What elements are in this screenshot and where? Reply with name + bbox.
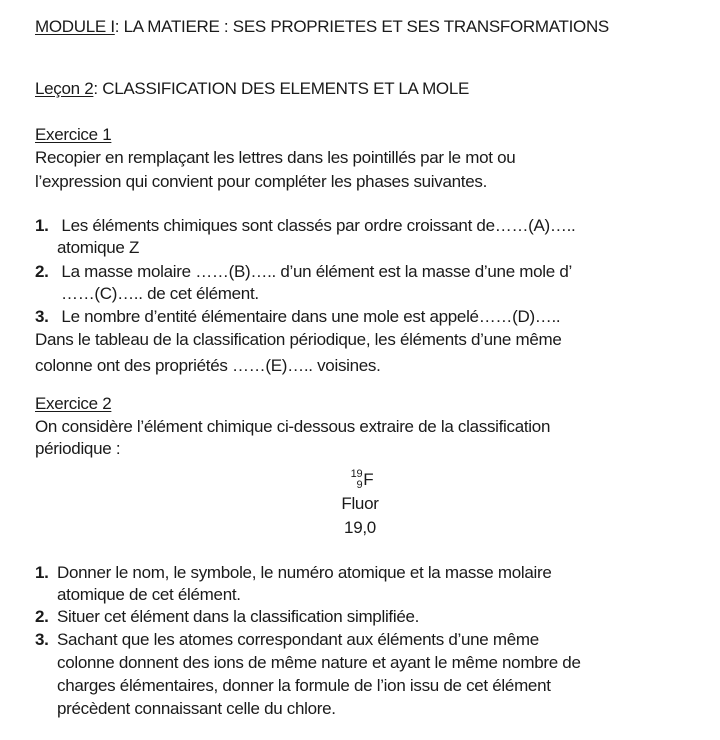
exercise2-heading: Exercice 2: [35, 394, 112, 413]
exercise1-item-2-cont: ……(C)….. de cet élément.: [61, 284, 259, 303]
question-number: 2.: [35, 607, 49, 626]
exercise1-item-1-cont: atomique Z: [57, 238, 140, 257]
nuclide-indices: [351, 469, 363, 491]
item-text: Les éléments chimiques sont classés par ordre croissant de……(A)…..: [57, 216, 576, 235]
exercise1-item-2: [35, 262, 572, 282]
question-text: Donner le nom, le symbole, le numéro atomique et la masse molaire: [57, 563, 552, 582]
question-text: Situer cet élément dans la classification simplifiée.: [57, 607, 420, 626]
mass-number: 19: [350, 468, 363, 480]
exercise2-question-1: [35, 563, 552, 583]
element-symbol: F: [363, 470, 374, 489]
exercise1-item-1: [35, 216, 575, 236]
exercise2-question-3-cont1: colonne donnent des ions de même nature et ayant le même nombre de: [57, 653, 581, 672]
atomic-number: 9: [356, 479, 363, 491]
exercise2-intro-line1: On considère l’élément chimique ci-dessous extraire de la classification: [35, 417, 551, 436]
item-number: 2.: [35, 262, 49, 281]
element-name: Fluor: [341, 494, 379, 513]
exercise2-question-3: [35, 630, 539, 650]
lesson-title-text: : CLASSIFICATION DES ELEMENTS ET LA MOLE: [93, 79, 470, 98]
item-text: La masse molaire ……(B)….. d’un élément est la masse d’une mole d’: [57, 262, 572, 281]
question-number: 3.: [35, 630, 49, 649]
element-molar-mass: 19,0: [344, 518, 376, 537]
exercise1-intro-line1: Recopier en remplaçant les lettres dans les pointillés par le mot ou: [35, 148, 516, 167]
exercise2-question-3-cont2: charges élémentaires, donner la formule de l’ion issu de cet élément: [57, 676, 551, 695]
exercise1-paragraph-line1: Dans le tableau de la classification périodique, les éléments d’une même: [35, 330, 562, 349]
exercise2-question-3-cont3: précèdent connaissant celle du chlore.: [57, 699, 336, 718]
item-number: 3.: [35, 307, 49, 326]
exercise2-intro-line2: périodique :: [35, 439, 121, 458]
item-number: 1.: [35, 216, 49, 235]
item-text: Le nombre d’entité élémentaire dans une mole est appelé……(D)…..: [57, 307, 561, 326]
exercise1-heading: Exercice 1: [35, 125, 112, 144]
exercise1-item-3: [35, 307, 560, 327]
lesson-title: [35, 79, 469, 99]
exercise1-paragraph-line2: colonne ont des propriétés ……(E)….. voisines.: [35, 356, 381, 375]
module-title: [35, 17, 609, 37]
exercise2-question-2: [35, 607, 419, 627]
module-title-text: : LA MATIERE : SES PROPRIETES ET SES TRANSFORMATIONS: [114, 17, 609, 36]
exercise2-question-1-cont: atomique de cet élément.: [57, 585, 241, 604]
question-text: Sachant que les atomes correspondant aux éléments d’une même: [57, 630, 539, 649]
question-number: 1.: [35, 563, 49, 582]
nuclide-symbol: [351, 469, 374, 491]
exercise1-intro-line2: l’expression qui convient pour compléter les phases suivantes.: [35, 172, 487, 191]
lesson-label: Leçon 2: [35, 79, 94, 98]
module-label: MODULE I: [35, 17, 115, 36]
element-notation: [0, 461, 720, 491]
